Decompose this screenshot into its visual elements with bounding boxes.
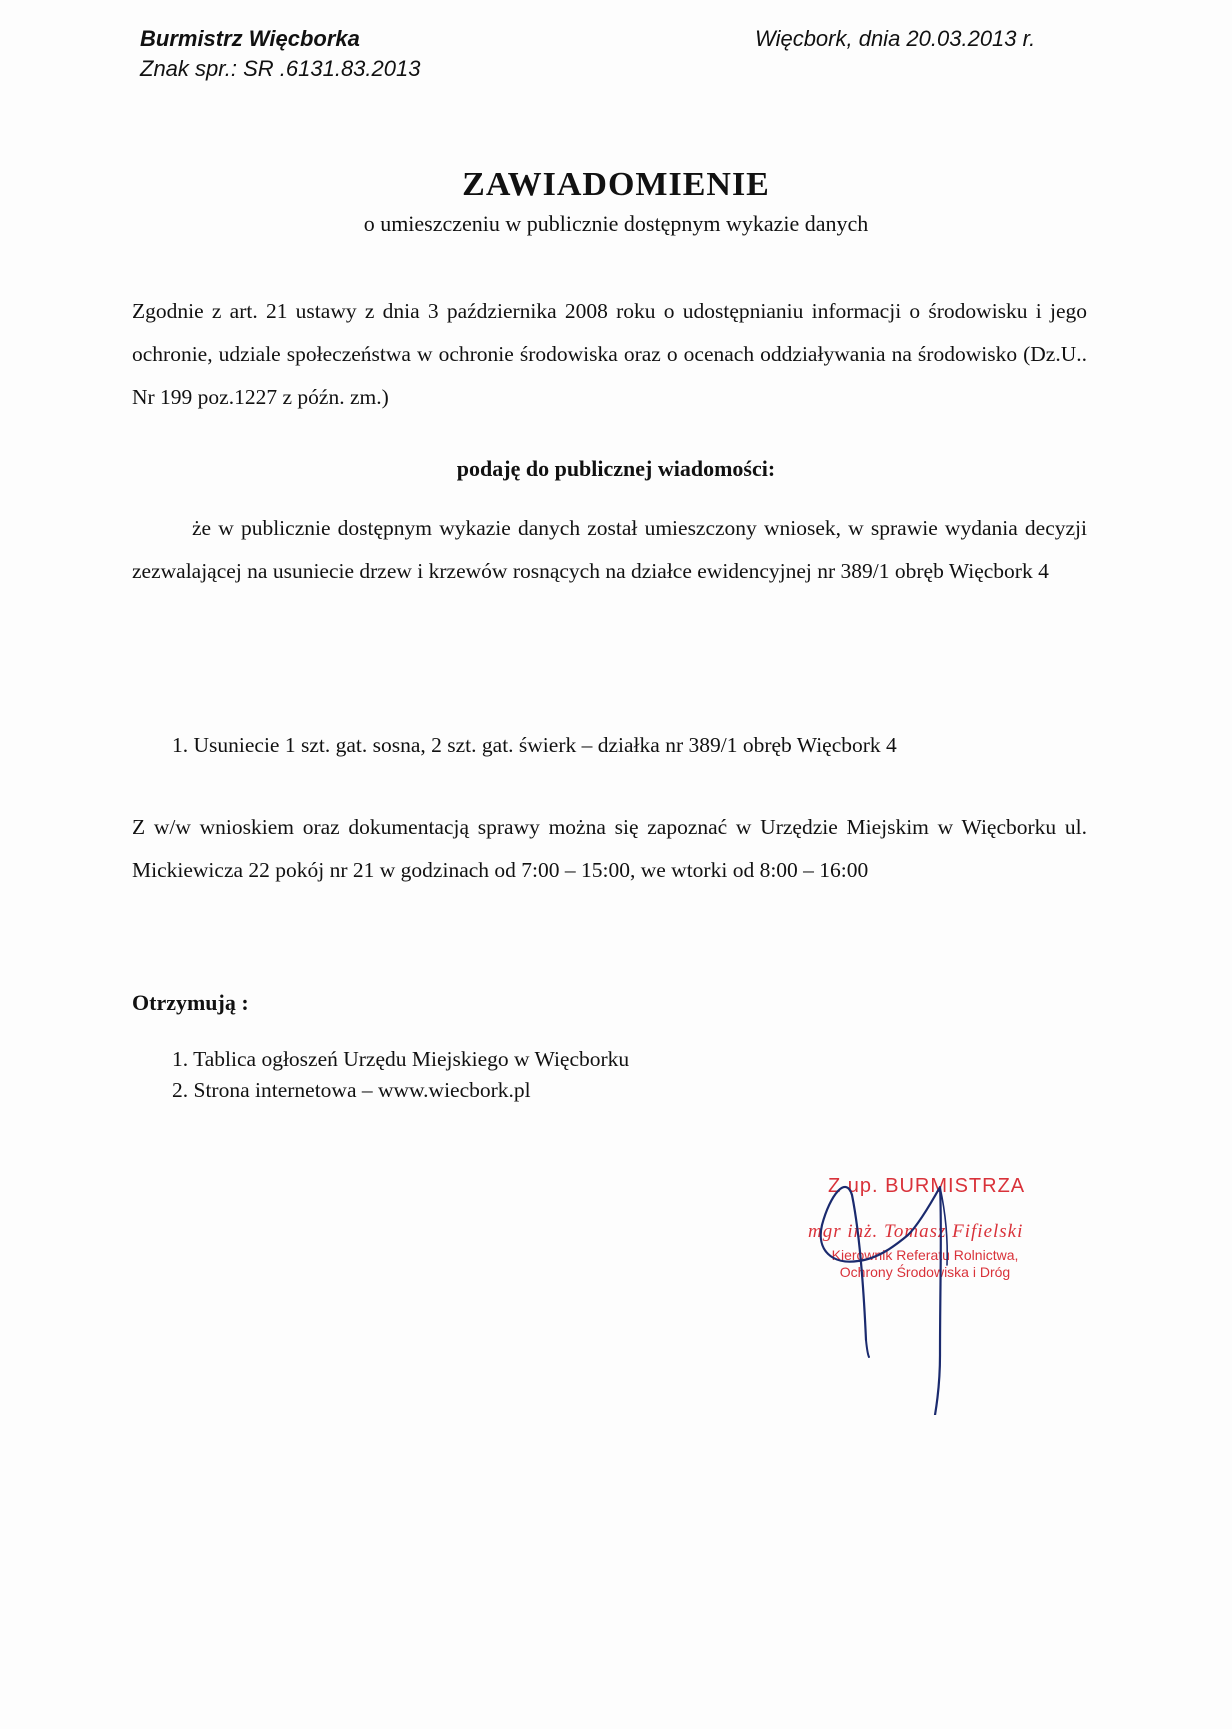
list-item: 2. Strona internetowa – www.wiecbork.pl [172, 1078, 531, 1102]
list-item: 1. Usuniecie 1 szt. gat. sosna, 2 szt. gat. świerk – działka nr 389/1 obręb Więcbork 4 [172, 733, 897, 757]
inspection-info-paragraph: Z w/w wnioskiem oraz dokumentacją sprawy można się zapoznać w Urzędzie Miejskim w Więcborku ul. Mickiewicza 22 pokój nr 21 w godzinach od 7:00 – 15:00, we wtorki od 8:00 – 16:00 [132, 815, 1087, 882]
announcement-heading: podaję do publicznej wiadomości: [456, 456, 776, 481]
place-and-date: Więcbork, dnia 20.03.2013 r. [755, 26, 1036, 51]
official-stamp [800, 1165, 1090, 1415]
stamp-position-line: Kierownik Referatu Rolnictwa, [831, 1247, 1019, 1263]
document-title: ZAWIADOMIENIE [462, 166, 770, 203]
issuing-office: Burmistrz Więcborka [140, 26, 360, 51]
reference-number: Znak spr.: SR .6131.83.2013 [140, 56, 421, 81]
stamp-position-line: Ochrony Środowiska i Dróg [839, 1264, 1011, 1280]
stamp-authority-line: Z up. BURMISTRZA [828, 1175, 1026, 1197]
stamp-name-line: mgr inż. Tomasz Fifielski [808, 1221, 1024, 1242]
recipients-list [172, 1044, 629, 1106]
document-subtitle: o umieszczeniu w publicznie dostępnym wykazie danych [363, 211, 869, 236]
handwritten-signature [800, 1165, 1090, 1415]
recipients-heading: Otrzymują : [132, 990, 249, 1015]
list-item: 1. Tablica ogłoszeń Urzędu Miejskiego w Więcborku [172, 1047, 630, 1071]
letterhead [140, 24, 420, 84]
legal-basis-paragraph: Zgodnie z art. 21 ustawy z dnia 3 października 2008 roku o udostępnianiu informacji o środowisku i jego ochronie, udziale społeczeństwa w ochronie środowiska oraz o ocenach oddziaływania na środowisko (Dz.U.. Nr 199 poz.1227 z późn. zm.) [132, 299, 1087, 409]
notice-paragraph: że w publicznie dostępnym wykazie danych został umieszczony wniosek, w sprawie wydania decyzji zezwalającej na usuniecie drzew i krzewów rosnących na działce ewidencyjnej nr 389/1 obręb Więcbork 4 [132, 516, 1087, 583]
